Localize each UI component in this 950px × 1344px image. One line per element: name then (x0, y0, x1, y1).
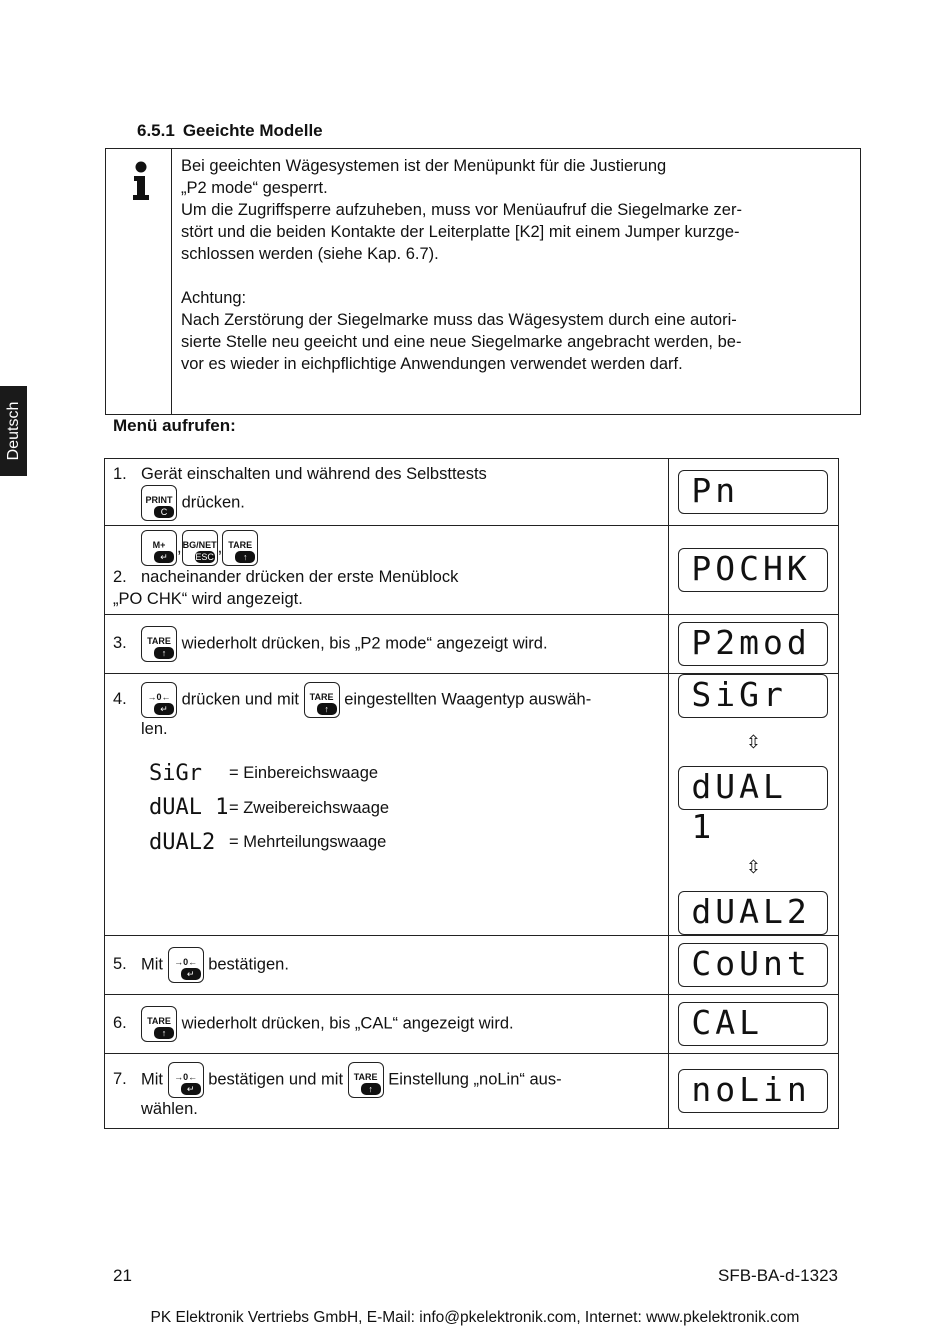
key-label: TARE (353, 1072, 378, 1082)
legend-item (121, 756, 660, 791)
key-label: →0← (174, 1072, 198, 1082)
step-instruction: eingestellten Waagentyp auswäh- (344, 690, 592, 709)
display-cell (668, 995, 838, 1054)
step-instruction: len. (141, 720, 168, 738)
legend-segment-code: dUAL 1 (149, 795, 229, 821)
note-warning-title: Achtung: (181, 289, 247, 307)
step-row (105, 459, 839, 526)
key-label: →0← (174, 957, 198, 967)
key-label: TARE (228, 540, 253, 550)
step-instruction: bestätigen und mit (208, 1070, 344, 1089)
step-row (105, 1054, 839, 1129)
key-sublabel: ↑ (361, 1083, 381, 1095)
step-instruction: Gerät einschalten und während des Selbsttests (141, 465, 487, 483)
step-instruction: nacheinander drücken der erste Menüblock (141, 568, 459, 586)
key-sublabel: ↵ (181, 1083, 201, 1095)
step-text (105, 936, 669, 995)
note-line: Bei geeichten Wägesystemen ist der Menüpunkt für die Justierung (181, 157, 667, 175)
step-number: 5. (113, 955, 127, 974)
bg-net-key-icon (182, 530, 218, 566)
zero-key-icon (168, 1062, 204, 1098)
tare-key-icon (141, 626, 177, 662)
display-cell (668, 674, 838, 936)
separator: , (217, 538, 223, 557)
display-cell (668, 615, 838, 674)
step-instruction: wiederholt drücken, bis „P2 mode“ angezeigt wird. (181, 634, 548, 653)
step-number: 3. (113, 634, 127, 653)
step-row (105, 615, 839, 674)
step-text (105, 526, 669, 615)
section-heading (137, 121, 323, 141)
step-instruction: Einstellung „noLin“ aus- (388, 1070, 562, 1089)
legend-item (121, 791, 660, 826)
key-sublabel: ↵ (154, 551, 174, 563)
step-instruction: wiederholt drücken, bis „CAL“ angezeigt wird. (181, 1014, 514, 1033)
section-title: Geeichte Modelle (182, 121, 323, 140)
display-cell (668, 526, 838, 615)
info-icon-column (106, 149, 172, 414)
print-key-icon (141, 485, 177, 521)
lcd-display: SiGr (678, 674, 828, 718)
company-footer: PK Elektronik Vertriebs GmbH, E-Mail: info@pkelektronik.com, Internet: www.pkelektronik.com (150, 1309, 800, 1326)
note-line: stört und die beiden Kontakte der Leiterplatte [K2] mit einem Jumper kurzge- (181, 223, 740, 241)
step-instruction: drücken. (181, 493, 245, 512)
step-text (105, 615, 669, 674)
display-cell (668, 936, 838, 995)
info-icon (128, 161, 154, 201)
key-sublabel: ESC (195, 552, 214, 562)
tare-key-icon (348, 1062, 384, 1098)
step-instruction: drücken und mit (181, 690, 299, 709)
legend-description: = Einbereichswaage (229, 764, 379, 782)
mplus-key-icon (141, 530, 177, 566)
key-sublabel: ↵ (154, 703, 174, 715)
lcd-display: POCHK (678, 548, 828, 592)
lcd-display: P2mod (678, 622, 828, 666)
step-row (105, 526, 839, 615)
separator: , (177, 538, 182, 557)
display-cell (668, 459, 838, 526)
step-number: 6. (113, 1014, 127, 1033)
note-line: vor es wieder in eichpflichtige Anwendungen verwendet werden darf. (181, 355, 683, 373)
tare-key-icon (222, 530, 258, 566)
lcd-display: dUAL2 (678, 891, 828, 935)
key-sublabel: ↑ (235, 551, 255, 563)
step-row (105, 674, 839, 936)
tare-key-icon (304, 682, 340, 718)
key-label: BG/NET (182, 540, 217, 550)
display-cell (668, 1054, 838, 1129)
step-row (105, 995, 839, 1054)
step-instruction: bestätigen. (208, 955, 289, 974)
legend-item (121, 825, 660, 860)
key-sublabel: ↑ (317, 703, 337, 715)
key-label: TARE (147, 636, 171, 646)
section-number: 6.5.1 (137, 121, 175, 140)
key-label: →0← (147, 692, 171, 702)
up-down-arrow-icon: ⇳ (745, 732, 761, 752)
lcd-display: noLin (678, 1069, 828, 1113)
step-number: 4. (113, 690, 127, 709)
up-down-arrow-icon: ⇳ (745, 857, 761, 877)
step-row (105, 936, 839, 995)
legend-segment-code: dUAL2 (149, 829, 216, 855)
info-note (105, 148, 861, 415)
key-label: PRINT (145, 495, 173, 505)
key-sublabel: ↵ (181, 968, 201, 980)
step-number: 2. (113, 568, 127, 586)
note-line: schlossen werden (siehe Kap. 6.7). (181, 245, 439, 263)
key-label: M+ (152, 540, 166, 550)
step-text (105, 1054, 669, 1129)
steps-table (104, 458, 839, 1129)
key-sublabel: ↑ (154, 647, 174, 659)
step-number: 7. (113, 1070, 127, 1089)
note-line: Nach Zerstörung der Siegelmarke muss das Wägesystem durch eine autori- (181, 311, 737, 329)
lcd-display: CAL (678, 1002, 828, 1046)
zero-key-icon (141, 682, 177, 718)
lcd-display: CoUnt (678, 943, 828, 987)
info-note-text (181, 155, 851, 375)
zero-key-icon (168, 947, 204, 983)
note-line: Um die Zugriffsperre aufzuheben, muss vor Menüaufruf die Siegelmarke zer- (181, 201, 742, 219)
document-id: SFB-BA-d-1323 (718, 1266, 838, 1285)
step-instruction: Mit (141, 1070, 163, 1089)
step-instruction: „PO CHK“ wird angezeigt. (113, 590, 303, 608)
key-sublabel: C (154, 506, 174, 518)
note-line: „P2 mode“ gesperrt. (181, 179, 328, 197)
step-text (105, 674, 669, 936)
key-sublabel: ↑ (154, 1027, 174, 1039)
language-tab (0, 386, 27, 476)
language-tab-label: Deutsch (4, 401, 22, 461)
legend-description: = Mehrteilungswaage (229, 833, 387, 852)
step-number: 1. (113, 465, 127, 483)
menu-heading: Menü aufrufen: (113, 416, 236, 435)
legend-segment-code: SiGr (149, 760, 202, 786)
key-label: TARE (147, 1016, 171, 1026)
step-text (105, 459, 669, 526)
step-text (105, 995, 669, 1054)
note-line: sierte Stelle neu geeicht und eine neue Siegelmarke angebracht werden, be- (181, 333, 742, 351)
lcd-display: Pn (678, 470, 828, 514)
lcd-display: dUAL 1 (678, 766, 828, 810)
step-instruction: Mit (141, 955, 163, 974)
step-instruction: wählen. (141, 1100, 198, 1118)
key-label: TARE (309, 692, 334, 702)
tare-key-icon (141, 1006, 177, 1042)
page-number: 21 (113, 1266, 132, 1285)
legend-description: = Zweibereichswaage (229, 798, 390, 817)
